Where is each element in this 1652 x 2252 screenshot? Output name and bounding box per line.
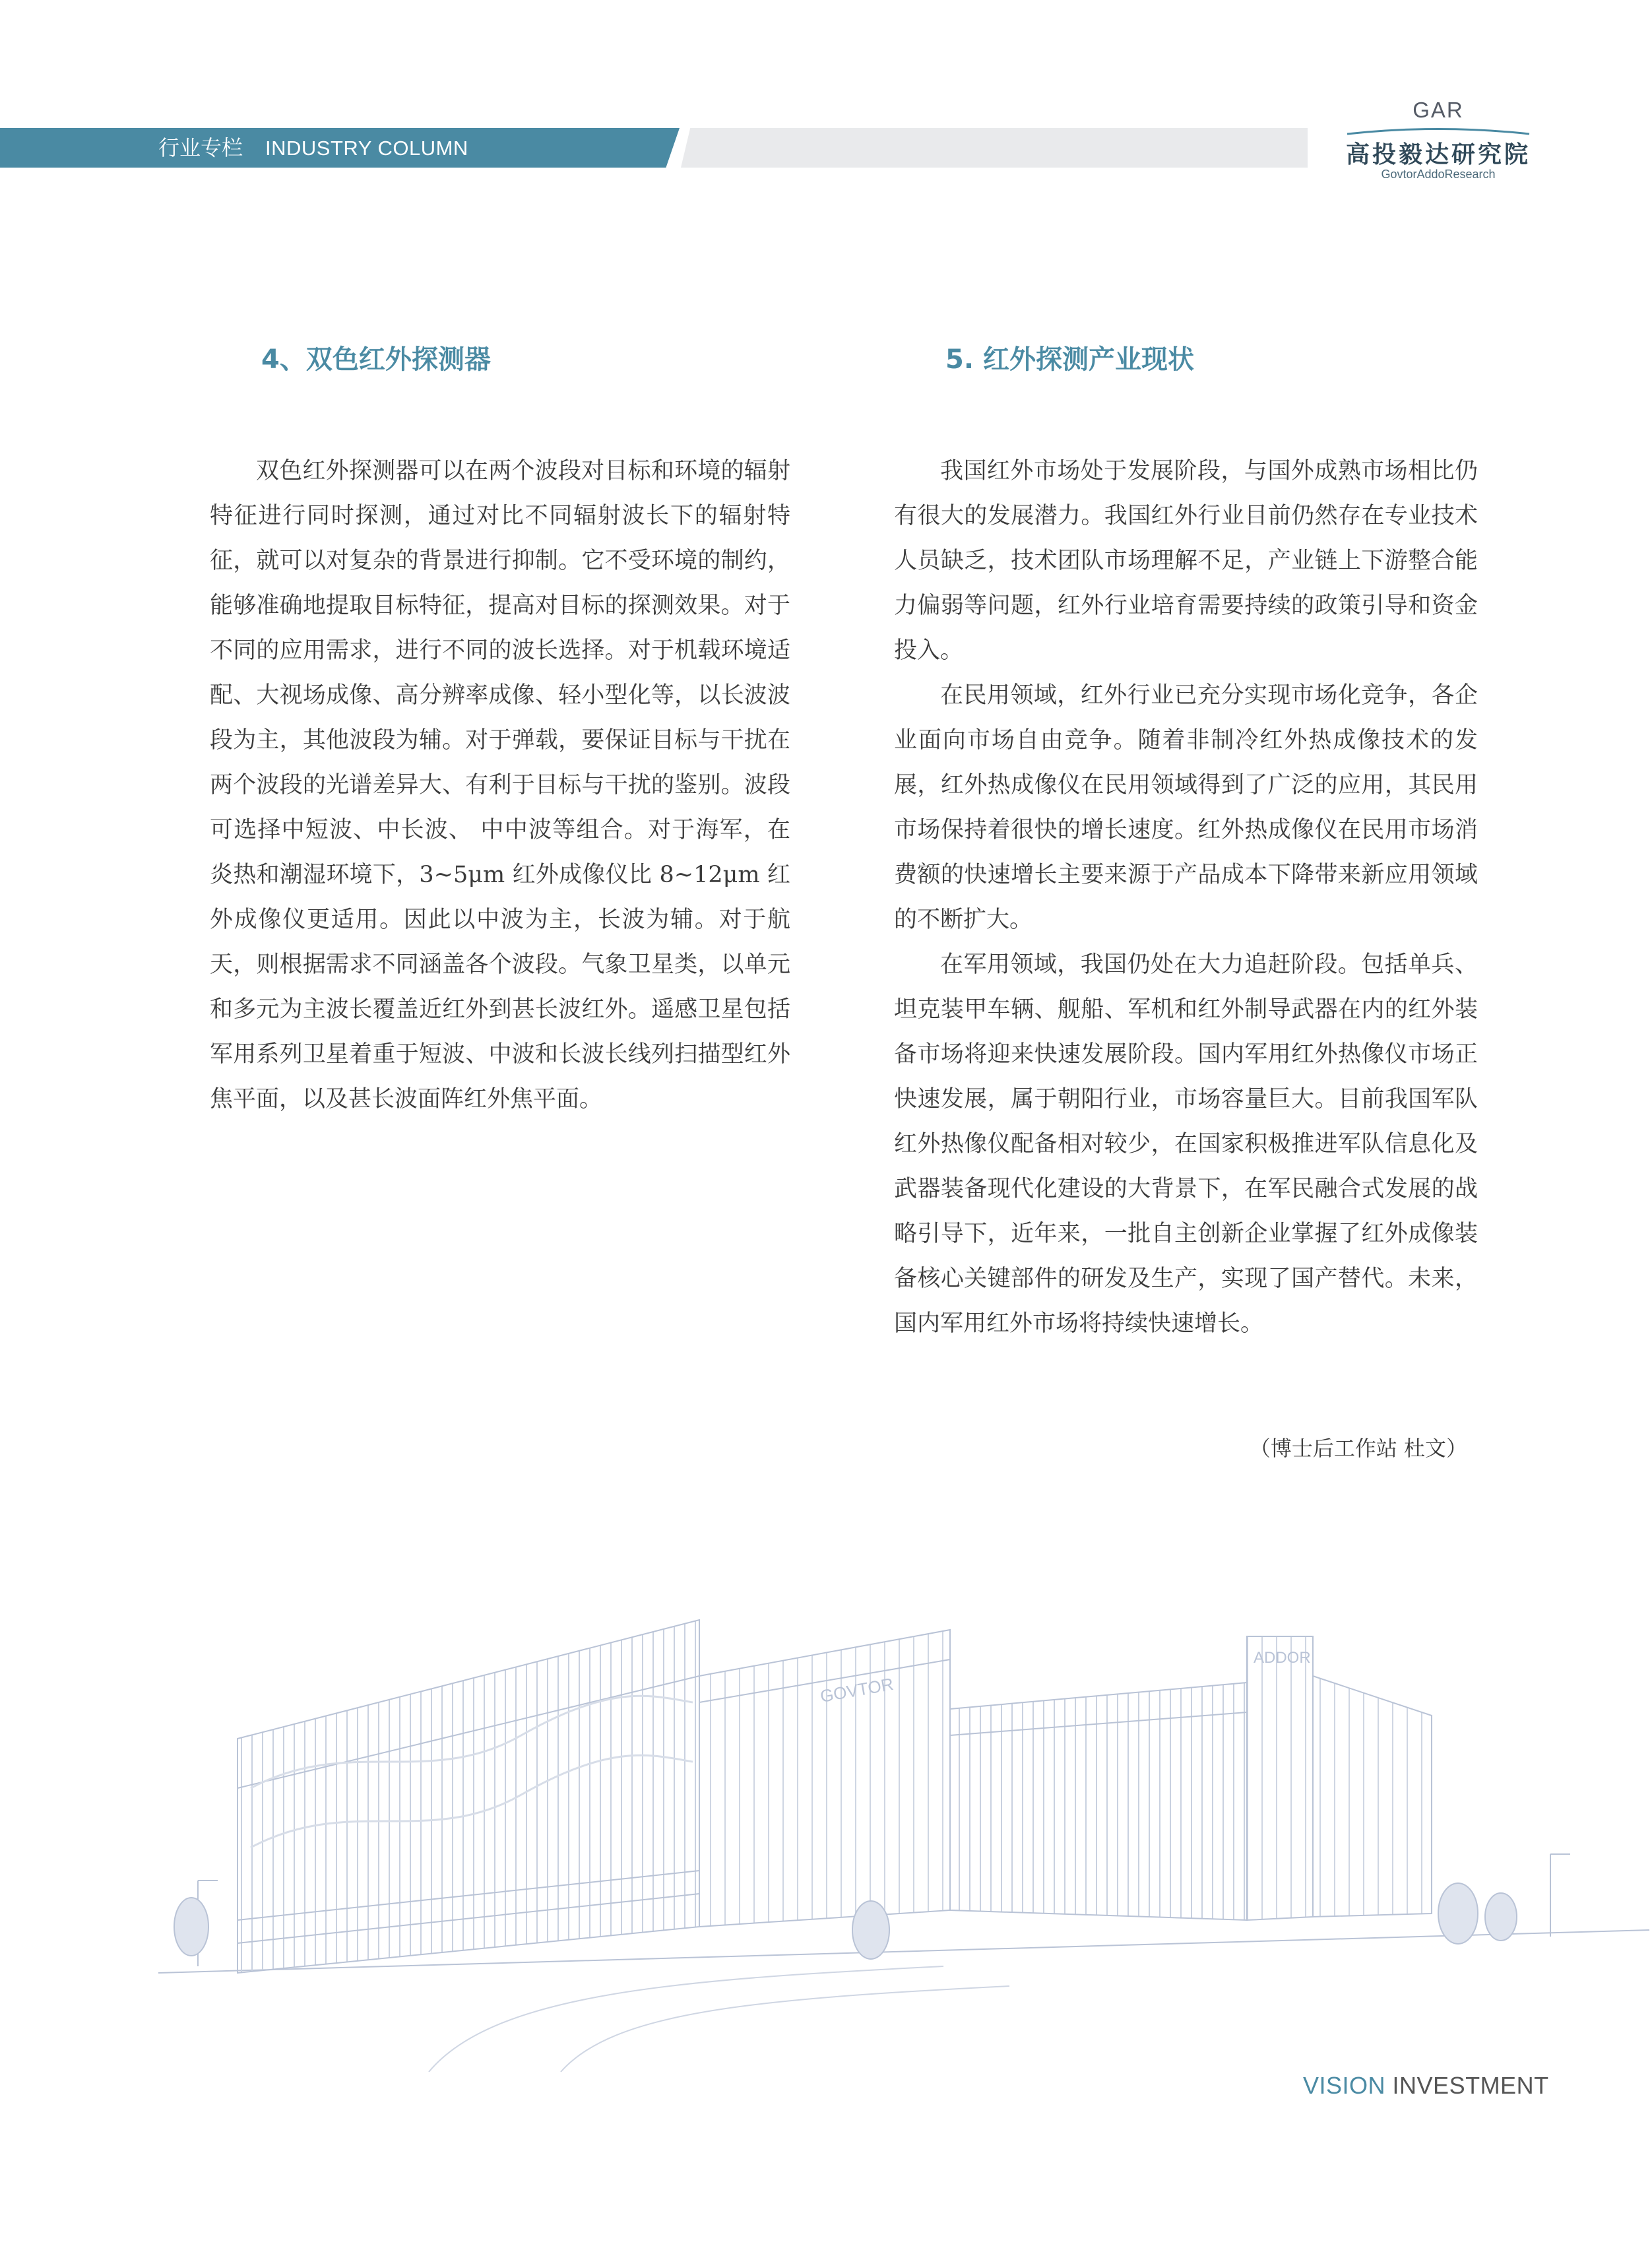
logo-abbr: GAR — [1413, 98, 1464, 122]
building-illustration — [152, 1570, 1652, 2072]
right-paragraph: 在民用领域，红外行业已充分实现市场化竞争，各企业面向市场自由竞争。随着非制冷红外热成像技术的发展，红外热成像仪在民用领域得到了广泛的应用，其民用市场保持着很快的增长速度。红外热成像仪在民用市场消费额的快速增长主要来源于产品成本下降带来新应用领域的不断扩大。 — [894, 682, 1478, 933]
left-heading: 4、双色红外探测器 — [261, 344, 491, 375]
footer-word-investment: INVESTMENT — [1392, 2072, 1549, 2099]
section-label-cn: 行业专栏 — [158, 135, 243, 160]
gar-logo — [1319, 98, 1557, 187]
left-column — [210, 333, 790, 1122]
building-sign-left: GOVTOR — [818, 1673, 895, 1706]
building-sign-right: ADDOR — [1254, 1649, 1311, 1667]
logo-cn: 高投毅达研究院 — [1345, 141, 1531, 168]
logo-en: GovtorAddoResearch — [1381, 168, 1496, 181]
logo-swoosh-icon — [1345, 125, 1532, 136]
left-paragraph: 双色红外探测器可以在两个波段对目标和环境的辐射特征进行同时探测，通过对比不同辐射波长下的辐射特征，就可以对复杂的背景进行抑制。它不受环境的制约，能够准确地提取目标特征，提高对目标的探测效果。对于不同的应用需求，进行不同的波长选择。对于机载环境适配、大视场成像、高分辨率成像、轻小型化等，以长波波段为主，其他波段为辅。对于弹载，要保证目标与干扰在两个波段的光谱差异大、有利于目标与干扰的鉴别。波段可选择中短波、中长波、 中中波等组合。对于海军，在炎热和潮湿环境下，3~5μm 红外成像仪比 8~12μm 红外成像仪更适用。因此以中波为主，长波为辅。对于航天，则根据需求不同涵盖各个波段。气象卫星类，以单元和多元为主波长覆盖近红外到甚长波红外。遥感卫星包括军用系列卫星着重于短波、中波和长波长线列扫描型红外焦平面，以及甚长波面阵红外焦平面。 — [210, 458, 790, 1112]
footer-tagline — [1303, 2072, 1549, 2100]
section-label-en: INDUSTRY COLUMN — [265, 137, 468, 160]
footer-word-vision: VISION — [1303, 2072, 1386, 2099]
right-column — [894, 333, 1478, 1346]
header-gray-band — [681, 128, 1308, 168]
author-signature: （博士后工作站 杜文） — [1249, 1436, 1467, 1461]
right-heading: 5. 红外探测产业现状 — [945, 344, 1194, 375]
section-label — [158, 132, 468, 164]
right-paragraph: 在军用领域，我国仍处在大力追赶阶段。包括单兵、坦克装甲车辆、舰船、军机和红外制导武器在内的红外装备市场将迎来快速发展阶段。国内军用红外热像仪市场正快速发展，属于朝阳行业，市场容量巨大。目前我国军队红外热像仪配备相对较少，在国家积极推进军队信息化及武器装备现代化建设的大背景下，在军民融合式发展的战略引导下，近年来，一批自主创新企业掌握了红外成像装备核心关键部件的研发及生产，实现了国产替代。未来，国内军用红外市场将持续快速增长。 — [894, 951, 1478, 1337]
right-paragraph: 我国红外市场处于发展阶段，与国外成熟市场相比仍有很大的发展潜力。我国红外行业目前仍然存在专业技术人员缺乏，技术团队市场理解不足，产业链上下游整合能力偏弱等问题，红外行业培育需要持续的政策引导和资金投入。 — [894, 458, 1478, 664]
